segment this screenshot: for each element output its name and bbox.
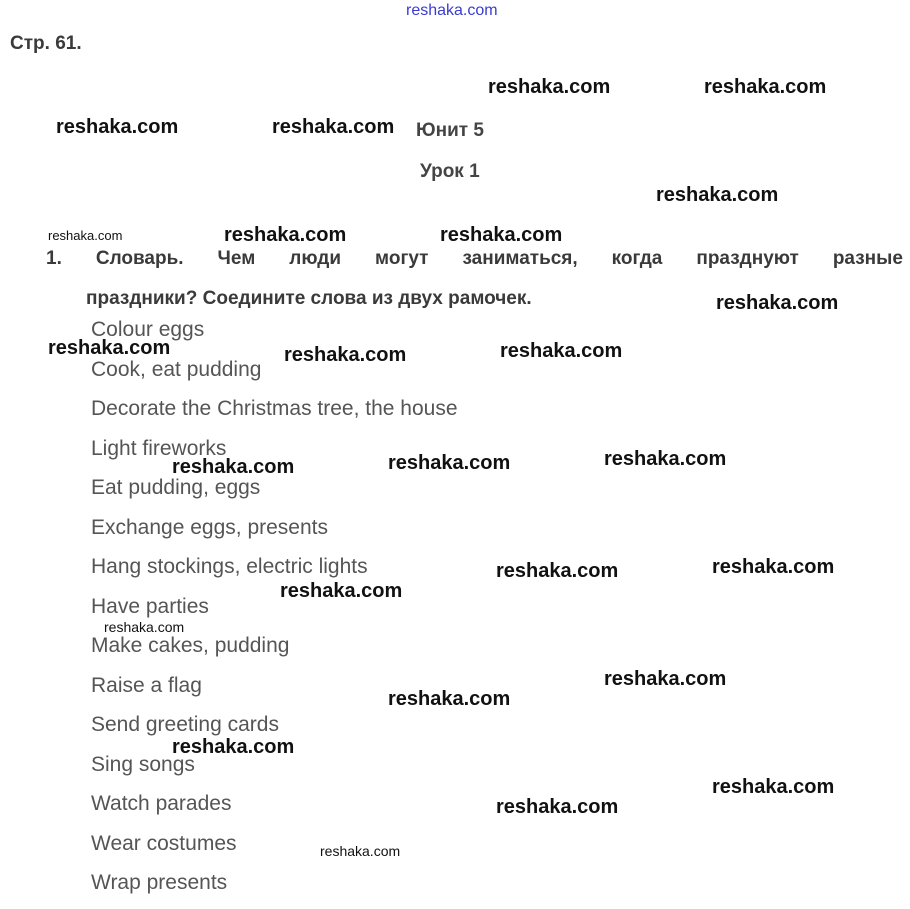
watermark: reshaka.com bbox=[712, 776, 835, 798]
watermark: reshaka.com bbox=[280, 580, 403, 602]
list-item: Make cakes, pudding bbox=[91, 634, 290, 657]
watermark: reshaka.com bbox=[48, 228, 123, 243]
task-word: разные bbox=[832, 248, 903, 269]
watermark: reshaka.com bbox=[496, 560, 619, 582]
list-item: Raise a flag bbox=[91, 673, 202, 697]
task-number: 1. bbox=[46, 248, 62, 269]
task-word: празднуют bbox=[696, 248, 799, 269]
task-word: Чем bbox=[217, 248, 256, 269]
list-item: Hang stockings, electric lights bbox=[91, 555, 368, 578]
watermark: reshaka.com bbox=[500, 340, 623, 362]
list-item: Send greeting cards bbox=[91, 713, 279, 736]
watermark: reshaka.com bbox=[320, 843, 401, 859]
watermark: reshaka.com bbox=[440, 224, 563, 246]
watermark: reshaka.com bbox=[604, 448, 727, 470]
watermark: reshaka.com bbox=[104, 619, 185, 635]
page-number: Стр. 61. bbox=[10, 33, 82, 54]
watermark: reshaka.com bbox=[716, 292, 839, 314]
watermark: reshaka.com bbox=[172, 456, 295, 478]
watermark: reshaka.com bbox=[224, 224, 347, 246]
watermark: reshaka.com bbox=[388, 452, 511, 474]
watermark: reshaka.com bbox=[272, 116, 395, 138]
lesson-heading: Урок 1 bbox=[420, 161, 480, 182]
list-item: Cook, eat pudding bbox=[91, 357, 262, 381]
watermark: reshaka.com bbox=[488, 76, 611, 98]
watermark: reshaka.com bbox=[388, 688, 511, 710]
site-watermark-link[interactable]: reshaka.com bbox=[406, 2, 498, 19]
vocabulary-list bbox=[91, 316, 458, 909]
watermark: reshaka.com bbox=[172, 736, 295, 758]
watermark: reshaka.com bbox=[656, 184, 779, 206]
list-item: Watch parades bbox=[91, 792, 232, 815]
list-item: Colour eggs bbox=[91, 318, 205, 341]
watermark: reshaka.com bbox=[604, 668, 727, 690]
list-item: Exchange eggs, presents bbox=[91, 515, 328, 539]
task-word: заниматься, bbox=[462, 248, 578, 269]
task-word: Словарь. bbox=[95, 248, 184, 269]
watermark: reshaka.com bbox=[712, 556, 835, 578]
unit-heading: Юнит 5 bbox=[416, 120, 484, 141]
list-item: Decorate the Christmas tree, the house bbox=[91, 397, 458, 420]
list-item: Light fireworks bbox=[91, 436, 227, 460]
watermark: reshaka.com bbox=[284, 344, 407, 366]
list-item: Sing songs bbox=[91, 752, 195, 776]
task-word: когда bbox=[611, 248, 663, 269]
list-item: Wear costumes bbox=[91, 831, 237, 855]
task-word: люди bbox=[289, 248, 342, 269]
task-word: могут bbox=[375, 248, 429, 269]
list-item: Wrap presents bbox=[91, 871, 228, 894]
watermark: reshaka.com bbox=[56, 116, 179, 138]
list-item: Eat pudding, eggs bbox=[91, 476, 261, 499]
task-instruction-line-2: праздники? Соедините слова из двух рамочек. bbox=[86, 288, 532, 309]
watermark: reshaka.com bbox=[496, 796, 619, 818]
watermark: reshaka.com bbox=[48, 337, 171, 359]
watermark: reshaka.com bbox=[704, 76, 827, 98]
list-item: Have parties bbox=[91, 594, 209, 618]
